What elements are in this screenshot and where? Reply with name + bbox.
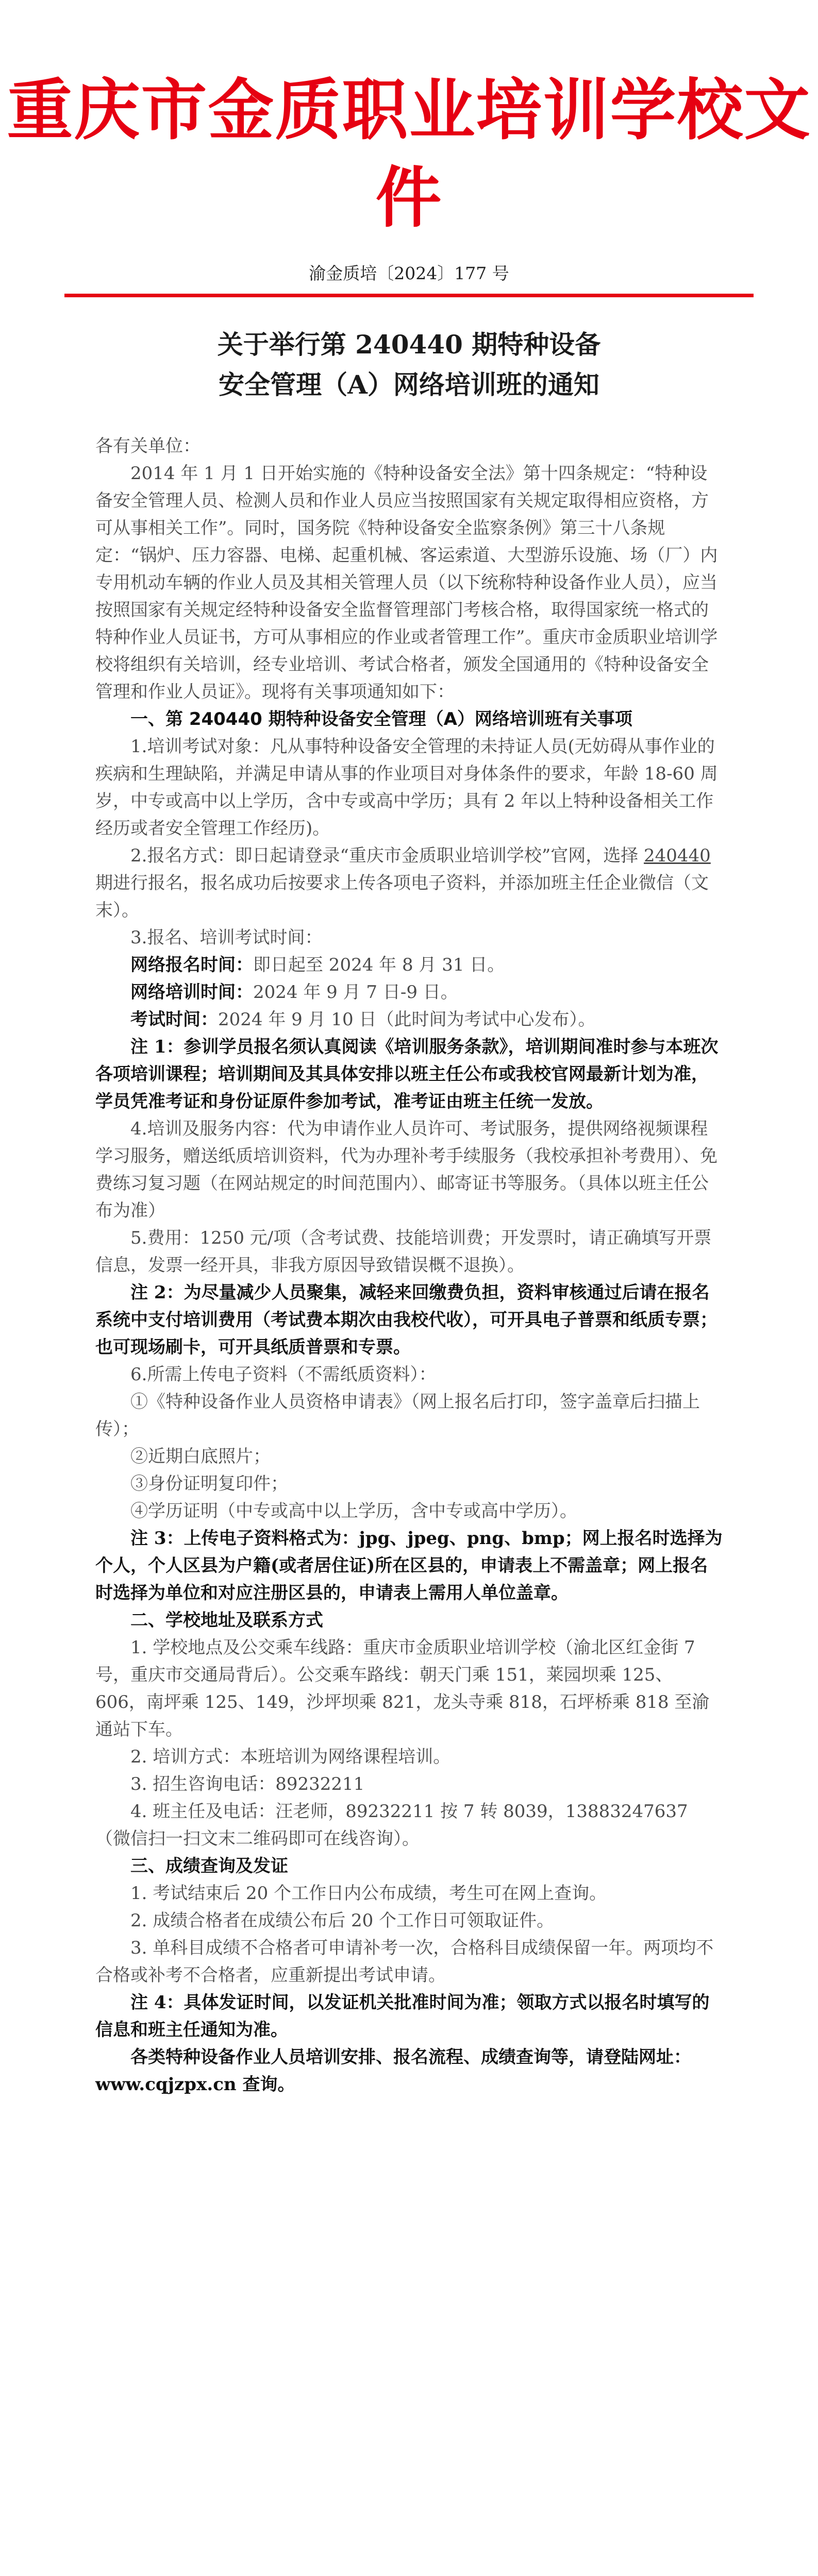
note-3: 注 3：上传电子资料格式为：jpg、jpeg、png、bmp；网上报名时选择为个人，个人区县为户籍(或者居住证)所在区县的，申请表上不需盖章；网上报名时选择为单位和对应注册区县的，申请表上需用人单位盖章。 (95, 1528, 723, 1603)
red-divider (64, 294, 754, 297)
registration-time (95, 952, 723, 979)
s1-item-6-1: ①《特种设备作业人员资格申请表》（网上报名后打印，签字盖章后扫描上传）； (95, 1392, 700, 1439)
s3-item-2: 2. 成绩合格者在成绩公布后 20 个工作日可领取证件。 (130, 1910, 555, 1931)
intro-paragraph: 2014 年 1 月 1 日开始实施的《特种设备安全法》第十四条规定：“特种设备安全管理人员、检测人员和作业人员应当按照国家有关规定取得相应资格，方可从事相关工作”。同时，国务院《特种设备安全监察条例》第三十八条规定：“锅炉、压力容器、电梯、起重机械、客运索道、大型游乐设施、场（厂）内专用机动车辆的作业人员及其相关管理人员（以下统称特种设备作业人员），应当按照国家有关规定经特种设备安全监督管理部门考核合格，取得国家统一格式的特种作业人员证书，方可从事相应的作业或者管理工作”。重庆市金质职业培训学校将组织有关培训，经专业培训、考试合格者，颁发全国通用的《特种设备安全管理和作业人员证》。现将有关事项通知如下： (95, 463, 718, 702)
s1-item-2 (95, 842, 723, 924)
s2-item-4: 4. 班主任及电话：汪老师，89232211 按 7 转 8039，13883247637（微信扫一扫文末二维码即可在线咨询）。 (95, 1801, 688, 1849)
s1-item-6-2: ②近期白底照片； (130, 1446, 271, 1467)
s1-item-3: 3.报名、培训考试时间： (130, 927, 323, 948)
exam-time-value: 2024 年 9 月 10 日（此时间为考试中心发布）。 (218, 1009, 596, 1030)
training-time (95, 979, 723, 1006)
section-3-heading: 三、成绩查询及发证 (130, 1856, 288, 1876)
document-body (95, 433, 723, 2098)
s2-item-1: 1. 学校地点及公交乘车线路：重庆市金质职业培训学校（渝北区红金街 7 号，重庆市交通局背后）。公交乘车路线：朝天门乘 151，莱园坝乘 125、606，南坪乘 125、149，沙坪坝乘 821，龙头寺乘 818，石坪桥乘 818 至渝通站下车。 (95, 1637, 710, 1740)
note-4: 注 4：具体发证时间，以发证机关批准时间为准；领取方式以报名时填写的信息和班主任通知为准。 (95, 1992, 710, 2040)
exam-time-label: 考试时间： (130, 1009, 218, 1030)
salutation: 各有关单位： (95, 436, 201, 456)
closing-paragraph: 各类特种设备作业人员培训安排、报名流程、成绩查询等，请登陆网址：www.cqjzpx.cn 查询。 (95, 2047, 691, 2095)
note-1: 注 1：参训学员报名须认真阅读《培训服务条款》，培训期间准时参与本班次各项培训课程；培训期间及其具体安排以班主任公布或我校官网最新计划为准，学员凭准考证和身份证原件参加考试，准考证由班主任统一发放。 (95, 1037, 719, 1112)
registration-time-label: 网络报名时间： (130, 955, 253, 975)
document-number: 渝金质培〔2024〕177 号 (309, 263, 509, 283)
s1-item-6-4: ④学历证明（中专或高中以上学历，含中专或高中学历）。 (130, 1501, 577, 1521)
s1-item-1: 1.培训考试对象：凡从事特种设备安全管理的未持证人员(无妨碍从事作业的疾病和生理缺陷，并满足申请从事的作业项目对身体条件的要求，年龄 18-60 周岁，中专或高中以上学历，含中专或高中学历；具有 2 年以上特种设备相关工作经历或者安全管理工作经历)。 (95, 736, 718, 839)
section-2-heading: 二、学校地址及联系方式 (130, 1610, 323, 1631)
title-line-1: 关于举行第 240440 期特种设备 (217, 329, 601, 360)
s3-item-1: 1. 考试结束后 20 个工作日内公布成绩，考生可在网上查询。 (130, 1883, 607, 1904)
s2-item-3: 3. 招生咨询电话：89232211 (130, 1774, 365, 1794)
section-1-heading: 一、第 240440 期特种设备安全管理（A）网络培训班有关事项 (130, 709, 632, 730)
registration-time-value: 即日起至 2024 年 8 月 31 日。 (253, 955, 505, 975)
exam-time (95, 1006, 723, 1033)
title-line-2: 安全管理（A）网络培训班的通知 (219, 369, 599, 400)
document-title (0, 325, 818, 405)
s1-item-4: 4.培训及服务内容：代为申请作业人员许可、考试服务，提供网络视频课程学习服务，赠送纸质培训资料，代为办理补考手续服务（我校承担补考费用）、免费练习复习题（在网站规定的时间范围内）、邮寄证书等服务。（具体以班主任公布为准） (95, 1118, 717, 1221)
masthead-title: 重庆市金质职业培训学校文件 (7, 72, 811, 236)
training-time-value: 2024 年 9 月 7 日-9 日。 (253, 982, 458, 1003)
s1-item-6: 6.所需上传电子资料（不需纸质资料）： (130, 1364, 437, 1385)
training-time-label: 网络培训时间： (130, 982, 253, 1003)
s1-item-6-3: ③身份证明复印件； (130, 1473, 288, 1494)
s3-item-3: 3. 单科目成绩不合格者可申请补考一次，合格科目成绩保留一年。两项均不合格或补考不合格者，应重新提出考试申请。 (95, 1938, 714, 1986)
s1-item-2-text-a: 2.报名方式：即日起请登录“重庆市金质职业培训学校”官网，选择 (130, 845, 644, 866)
s1-item-5: 5.费用：1250 元/项（含考试费、技能培训费；开发票时，请正确填写开票信息，发票一经开具，非我方原因导致错误概不退换）。 (95, 1228, 712, 1276)
s2-item-2: 2. 培训方式：本班培训为网络课程培训。 (130, 1747, 451, 1767)
class-number-link: 240440 (644, 845, 711, 866)
s1-item-2-text-b: 期进行报名，报名成功后按要求上传各项电子资料，并添加班主任企业微信（文末）。 (95, 873, 709, 921)
note-2: 注 2：为尽量减少人员聚集，减轻来回缴费负担，资料审核通过后请在报名系统中支付培训费用（考试费本期次由我校代收），可开具电子普票和纸质专票；也可现场刷卡，可开具纸质普票和专票。 (95, 1282, 717, 1358)
